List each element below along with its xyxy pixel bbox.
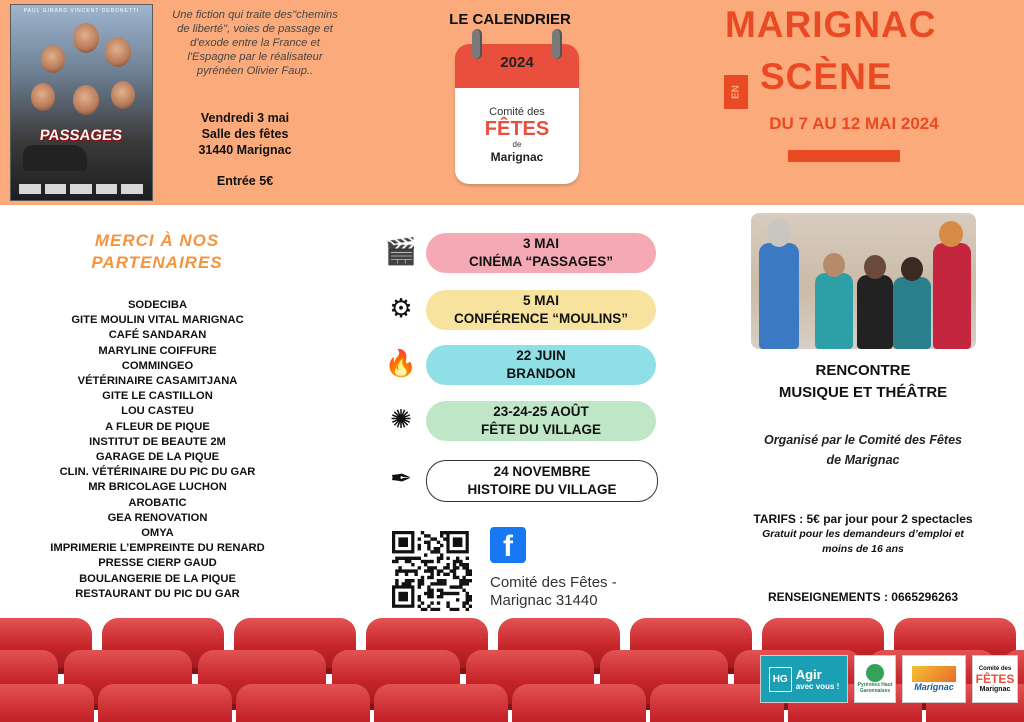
calendar-title: LE CALENDRIER [449, 11, 571, 28]
bonfire-icon: 🔥 [384, 348, 418, 378]
pricing [728, 511, 998, 557]
agir-line2: avec vous ! [795, 682, 840, 691]
photo-head [901, 257, 923, 281]
facebook-icon[interactable]: f [490, 527, 526, 563]
seat [98, 684, 232, 722]
cdf-line1: Comité des [978, 665, 1012, 672]
pricing-main: TARIFS : 5€ par jour pour 2 spectacles [753, 512, 973, 526]
calendar-logo-fetes: FÊTES [484, 118, 550, 140]
partner-item: MARYLINE COIFFURE [98, 344, 217, 357]
photo-head [864, 255, 886, 279]
calendar-icon [455, 44, 579, 184]
poster-title: PASSAGES [38, 127, 124, 144]
photo-person [893, 277, 931, 349]
poster-face [31, 83, 55, 111]
calendar-logo-line1: Comité des [489, 106, 545, 118]
partner-item: SODECIBA [127, 299, 188, 311]
partner-item: VÉTÉRINAIRE CASAMITJANA [77, 375, 238, 388]
photo-person [857, 275, 893, 349]
photo-person [759, 243, 799, 349]
film-date: Vendredi 3 mai [200, 111, 290, 125]
calendar-logo-line4: Marignac [490, 150, 544, 164]
seat [512, 684, 646, 722]
poster-face [73, 85, 99, 115]
poster-car [23, 145, 87, 171]
marignac-logo [902, 655, 966, 703]
partner-item: GEA RENOVATION [107, 511, 208, 524]
title-marignac: MARIGNAC [725, 4, 937, 45]
organiser-line1: Organisé par le Comité des Fêtes [764, 433, 962, 447]
rencontre-line1: RENCONTRE [815, 362, 911, 379]
partner-item: MR BRICOLAGE LUCHON [88, 481, 227, 494]
poster-logos [19, 184, 143, 194]
poster-face [105, 37, 131, 67]
photo-head [767, 219, 791, 247]
event-title: FÊTE DU VILLAGE [480, 422, 601, 437]
calendar-logo-line3: de [512, 140, 522, 149]
poster-face [111, 81, 135, 109]
fireworks-icon: ✺ [390, 404, 412, 434]
cdf-line3: Marignac [979, 685, 1011, 693]
poster-face [73, 23, 99, 53]
title-scene: SCÈNE [760, 56, 893, 97]
event-title: CONFÉRENCE “MOULINS” [453, 311, 628, 326]
partner-item: A FLEUR DE PIQUE [105, 420, 210, 433]
pyrenees-emblem-icon [866, 664, 884, 682]
sponsor-logos [760, 655, 1018, 703]
marignac-text: Marignac [914, 682, 954, 692]
partners-title-line1: MERCI À NOS [94, 231, 220, 250]
photo-person [933, 243, 971, 349]
poster-credit: PAUL GIRARD VINCENT DEBONETTI [23, 8, 140, 14]
rencontre-title [740, 360, 986, 404]
rencontre-line2: MUSIQUE ET THÉÂTRE [778, 384, 948, 401]
calendar-ring [552, 29, 562, 59]
seat [236, 684, 370, 722]
film-info [170, 110, 320, 158]
partner-item: OMYA [141, 527, 174, 540]
film-place: Salle des fêtes [201, 127, 289, 141]
partner-item: GARAGE DE LA PIQUE [95, 451, 220, 464]
facebook-line1: Comité des Fêtes - [490, 574, 617, 591]
book-quill-icon: ✒ [390, 463, 412, 493]
event-pill [426, 290, 656, 330]
cdf-line2: FÊTES [975, 671, 1015, 686]
event-date: 3 MAI [522, 236, 559, 251]
event-title: CINÉMA “PASSAGES” [468, 254, 614, 269]
partner-item: BOULANGERIE DE LA PIQUE [79, 572, 236, 585]
event-title: BRANDON [506, 366, 576, 381]
partner-item: RESTAURANT DU PIC DU GAR [75, 587, 240, 600]
partner-item: CLIN. VÉTÉRINAIRE DU PIC DU GAR [59, 466, 256, 479]
partner-item: GITE LE CASTILLON [102, 390, 213, 403]
partner-item: LOU CASTEU [121, 405, 194, 418]
marignac-emblem-icon [912, 666, 956, 682]
film-price: Entrée 5€ [216, 174, 274, 188]
qr-code-icon[interactable] [392, 531, 472, 611]
photo-head [823, 253, 845, 277]
event-date: 22 JUIN [516, 348, 566, 363]
agir-avec-vous-logo [760, 655, 848, 703]
partner-item: GITE MOULIN VITAL MARIGNAC [71, 314, 244, 327]
seat [374, 684, 508, 722]
partner-item: INSTITUT DE BEAUTE 2M [89, 435, 226, 448]
partner-item: AROBATIC [128, 496, 187, 509]
film-poster [10, 4, 153, 201]
clapperboard-icon: 🎬 [384, 236, 418, 266]
event-pill [426, 345, 656, 385]
comite-fetes-logo [972, 655, 1018, 703]
pyrenees-text: Pyrénées Haut Garonnaises [857, 682, 893, 694]
mill-icon: ⚙ [389, 293, 413, 323]
event-title: HISTOIRE DU VILLAGE [467, 482, 617, 497]
hg-badge: HG [769, 667, 792, 692]
facebook-line2: Marignac 31440 [490, 592, 598, 609]
photo-person [815, 273, 853, 349]
poster-face [41, 45, 65, 73]
theatre-photo [751, 213, 976, 349]
pricing-sub2: moins de 16 ans [822, 543, 904, 555]
partners-list [20, 298, 295, 602]
partner-item: PRESSE CIERP GAUD [98, 557, 217, 570]
festival-dates: DU 7 AU 12 MAI 2024 [769, 114, 939, 133]
title-en: EN [724, 75, 748, 109]
calendar-year: 2024 [500, 54, 534, 71]
event-pill [426, 233, 656, 273]
film-city: 31440 Marignac [198, 143, 292, 157]
organiser-text [730, 430, 996, 470]
agir-line1: Agir [795, 667, 822, 682]
partner-item: COMMINGEO [121, 359, 194, 372]
film-description: Une fiction qui traite des"chemins de liberté", voies de passage et d'exode entre la France et l'Espagne par le réalisateur pyrénéen Olivier Faup.. [172, 9, 338, 77]
event-date: 24 NOVEMBRE [493, 464, 591, 479]
organiser-line2: de Marignac [826, 453, 900, 467]
event-date: 5 MAI [522, 293, 559, 308]
event-date: 23-24-25 AOÛT [493, 404, 589, 419]
event-pill [426, 401, 656, 441]
calendar-ring [472, 29, 482, 59]
partner-item: IMPRIMERIE L’EMPREINTE DU RENARD [50, 542, 265, 555]
facebook-page-name[interactable] [490, 574, 690, 610]
pricing-sub1: Gratuit pour les demandeurs d’emploi et [762, 528, 964, 540]
photo-head [939, 221, 963, 247]
title-underline [788, 150, 900, 162]
pyrenees-logo [854, 655, 896, 703]
seat [0, 684, 94, 722]
partners-title [62, 230, 252, 274]
partners-title-line2: PARTENAIRES [91, 253, 223, 272]
info-phone: RENSEIGNEMENTS : 0665296263 [767, 590, 959, 604]
event-pill [426, 460, 658, 502]
partner-item: CAFÉ SANDARAN [108, 329, 207, 342]
